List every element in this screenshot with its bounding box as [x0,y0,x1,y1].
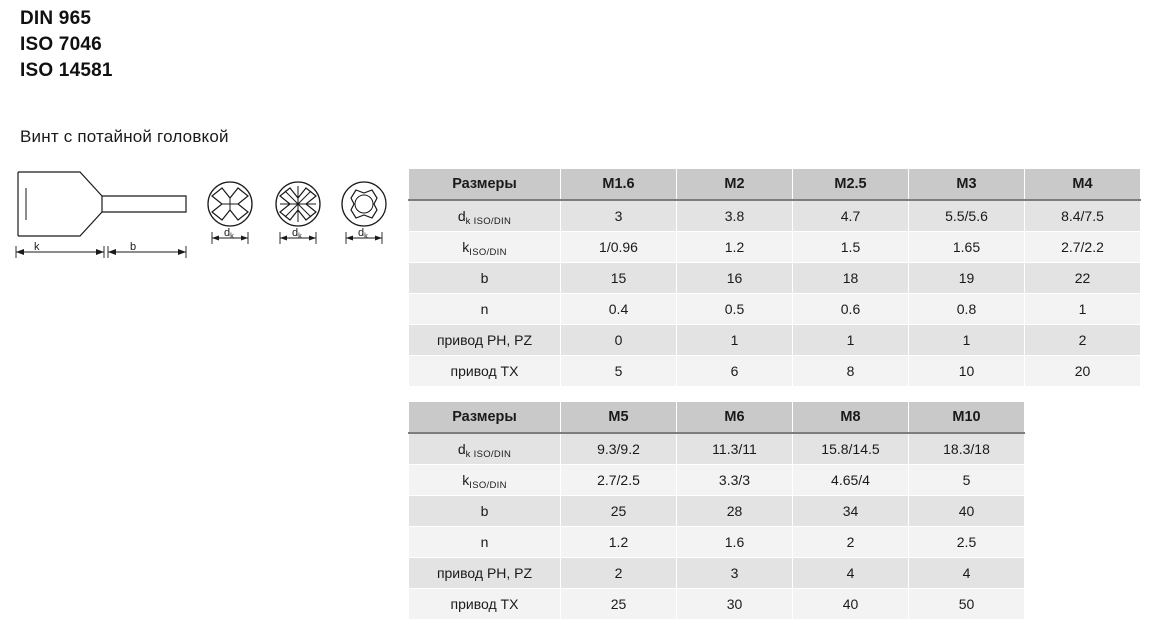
table2-row5-cell0: 25 [561,589,677,620]
dimension-label-dk-2: dk [292,227,302,240]
table1-row5-cell2: 8 [793,356,909,387]
table1-header-0: Размеры [409,169,561,201]
dimension-label-dk-3: dk [358,227,368,240]
table2-row2-cell1: 28 [677,496,793,527]
document-title-block [20,6,113,84]
table1-row4-label: привод PH, PZ [409,325,561,356]
table1-row3-cell0: 0.4 [561,294,677,325]
table1-row0-cell1: 3.8 [677,200,793,232]
table-row [409,527,1025,558]
phillips-drive-head [208,182,252,226]
table1-row5-cell3: 10 [909,356,1025,387]
table2-row2-cell2: 34 [793,496,909,527]
table2-header-1: M5 [561,402,677,434]
table1-header-2: M2 [677,169,793,201]
table2-row0-cell0: 9.3/9.2 [561,433,677,465]
countersunk-screw-side-view [18,172,186,236]
table2-row3-cell0: 1.2 [561,527,677,558]
page-subtitle: Винт с потайной головкой [20,127,229,146]
table1-header-4: M3 [909,169,1025,201]
table1-row4-cell2: 1 [793,325,909,356]
table2-header-3: M8 [793,402,909,434]
table2-row5-cell2: 40 [793,589,909,620]
table2-row0-label: $d_{k ISO/DIN}$ [409,433,561,465]
dimension-label-b: b [130,241,137,253]
table-row [409,496,1025,527]
table1-row1-cell3: 1.65 [909,232,1025,263]
table2-row3-cell1: 1.6 [677,527,793,558]
technical-drawing [8,160,398,270]
table2-row1-label: $k_{ISO/DIN}$ [409,465,561,496]
table2-row0-cell2: 15.8/14.5 [793,433,909,465]
table2-row0-cell3: 18.3/18 [909,433,1025,465]
table1-row4-cell4: 2 [1025,325,1141,356]
table2-header-4: M10 [909,402,1025,434]
table1-row5-cell0: 5 [561,356,677,387]
table1-row0-cell2: 4.7 [793,200,909,232]
table1-row1-cell2: 1.5 [793,232,909,263]
table2-row5-label: привод TX [409,589,561,620]
table1-row3-label: n [409,294,561,325]
table-row [409,232,1141,263]
spec-table-2 [408,401,1025,620]
title-line-din965: DIN 965 [20,8,92,29]
table1-row1-label: $k_{ISO/DIN}$ [409,232,561,263]
title-line-iso14581: ISO 14581 [20,60,113,81]
table2-row5-cell3: 50 [909,589,1025,620]
table2-header-0: Размеры [409,402,561,434]
table2-row0-cell1: 11.3/11 [677,433,793,465]
table1-row2-cell2: 18 [793,263,909,294]
spec-table-2-container [408,401,1025,620]
table1-row3-cell1: 0.5 [677,294,793,325]
table1-row2-label: b [409,263,561,294]
torx-drive-head [342,182,386,226]
table2-row4-cell2: 4 [793,558,909,589]
table2-row2-cell0: 25 [561,496,677,527]
table2-row2-label: b [409,496,561,527]
table2-row5-cell1: 30 [677,589,793,620]
table2-row1-cell0: 2.7/2.5 [561,465,677,496]
table1-row2-cell1: 16 [677,263,793,294]
table1-row0-cell4: 8.4/7.5 [1025,200,1141,232]
table2-row1-cell2: 4.65/4 [793,465,909,496]
table1-header-1: M1.6 [561,169,677,201]
table2-row3-cell2: 2 [793,527,909,558]
table-row [409,263,1141,294]
table1-header-3: M2.5 [793,169,909,201]
table1-row4-cell1: 1 [677,325,793,356]
table2-row1-cell3: 5 [909,465,1025,496]
table1-row0-label: $d_{k ISO/DIN}$ [409,200,561,232]
table2-row1-cell1: 3.3/3 [677,465,793,496]
table2-row2-cell3: 40 [909,496,1025,527]
table1-header-5: M4 [1025,169,1141,201]
table1-row1-cell1: 1.2 [677,232,793,263]
table2-header-2: M6 [677,402,793,434]
table2-row4-cell0: 2 [561,558,677,589]
table2-row4-cell1: 3 [677,558,793,589]
table-header-row [409,402,1025,434]
table1-row3-cell2: 0.6 [793,294,909,325]
table1-row5-label: привод TX [409,356,561,387]
title-line-iso7046: ISO 7046 [20,34,102,55]
table1-row3-cell3: 0.8 [909,294,1025,325]
table2-row4-label: привод PH, PZ [409,558,561,589]
table1-row1-cell4: 2.7/2.2 [1025,232,1141,263]
table-row [409,558,1025,589]
table-row [409,325,1141,356]
table1-row3-cell4: 1 [1025,294,1141,325]
table2-row3-label: n [409,527,561,558]
table1-row2-cell3: 19 [909,263,1025,294]
table1-row5-cell4: 20 [1025,356,1141,387]
table-row [409,356,1141,387]
dimension-label-dk-1: dk [224,227,234,240]
table2-row4-cell3: 4 [909,558,1025,589]
table1-row4-cell0: 0 [561,325,677,356]
spec-table-1-container [408,168,1141,387]
pozidriv-drive-head [276,182,320,226]
table1-row2-cell0: 15 [561,263,677,294]
table1-row5-cell1: 6 [677,356,793,387]
table1-row1-cell0: 1/0.96 [561,232,677,263]
table1-row0-cell3: 5.5/5.6 [909,200,1025,232]
table2-row3-cell3: 2.5 [909,527,1025,558]
table1-row0-cell0: 3 [561,200,677,232]
spec-table-1 [408,168,1141,387]
table-row [409,433,1025,465]
table-row [409,465,1025,496]
table-header-row [409,169,1141,201]
table-row [409,294,1141,325]
dimension-label-k: k [34,241,40,253]
table1-row2-cell4: 22 [1025,263,1141,294]
table-row [409,200,1141,232]
table1-row4-cell3: 1 [909,325,1025,356]
